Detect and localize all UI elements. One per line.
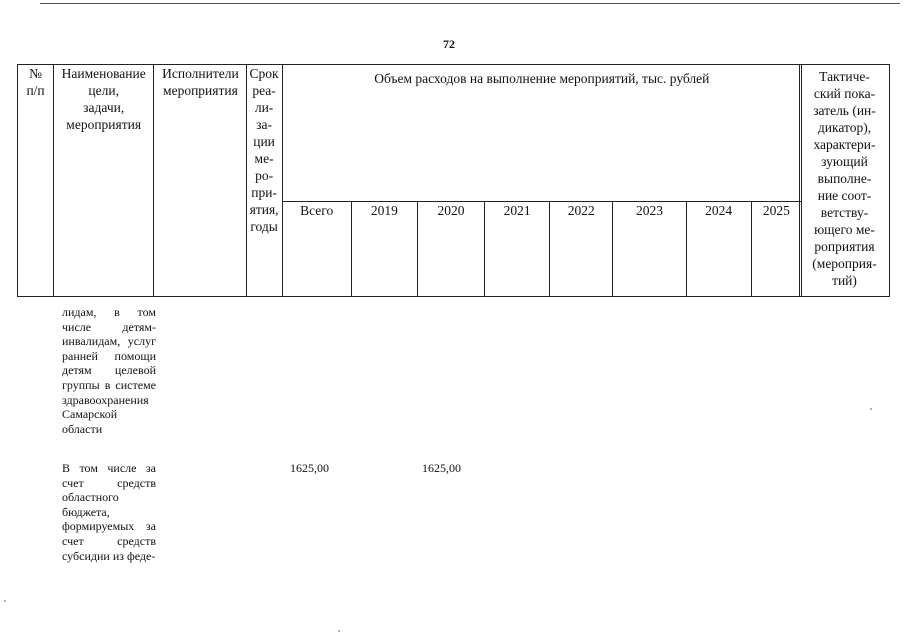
- year-header-2021: 2021: [485, 202, 550, 297]
- header-col-executors: Исполнители мероприятия: [154, 65, 246, 297]
- header-col-name: Наименование цели, задачи, мероприятия: [54, 65, 154, 297]
- year-header-2024: 2024: [686, 202, 751, 297]
- row-1-name: лидам, в том числе детям-инвалидам, услуг ранней помощи детям целевой группы в системе здравоохранения Самарской области: [62, 305, 156, 436]
- year-header-2022: 2022: [550, 202, 613, 297]
- year-header-2023: 2023: [613, 202, 686, 297]
- year-header-2019: 2019: [351, 202, 417, 297]
- header-col-indicator: Тактиче- ский пока- затель (ин- дикатор), характери- зующий выполне- ние соот- ветству- ющего ме- роприятия (мероприя- тий): [799, 64, 890, 297]
- header-col-expenses: Объем расходов на выполнение мероприятий, тыс. рублей: [282, 65, 801, 202]
- scan-speck: [870, 408, 872, 410]
- header-table: [17, 64, 802, 297]
- row-2-name: В том числе за счет средств областного бюджета, формируемых за счет средств субсидии из феде-: [62, 461, 156, 563]
- year-header-2020: 2020: [417, 202, 484, 297]
- year-header-total: Всего: [282, 202, 351, 297]
- scan-speck: [4, 600, 6, 602]
- header-col-num: № п/п: [18, 65, 54, 297]
- year-header-2025: 2025: [751, 202, 801, 297]
- page-number: 72: [443, 37, 455, 51]
- scan-border-line: [40, 3, 900, 4]
- row-2-2020: 1625,00: [422, 461, 461, 475]
- scan-speck: [338, 630, 340, 632]
- row-2-total: 1625,00: [290, 461, 329, 475]
- header-col-term: Срок реа- ли- за- ции ме- ро- при- ятия, годы: [246, 65, 282, 297]
